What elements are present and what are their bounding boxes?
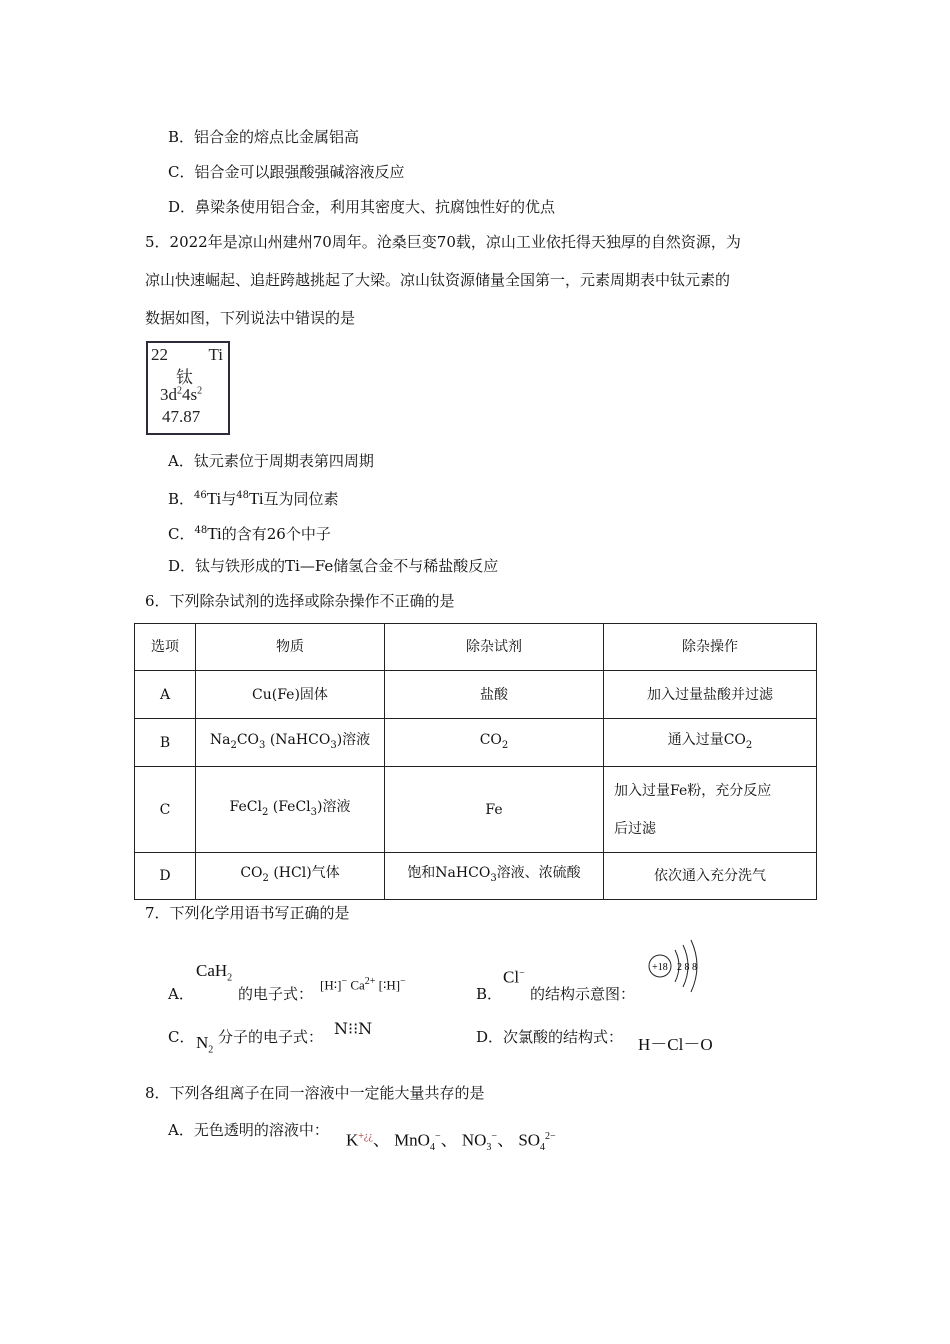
cell-option: D <box>135 853 196 900</box>
q8-option-a-text: A．无色透明的溶液中： <box>168 1121 329 1139</box>
header-option: 选项 <box>135 624 196 671</box>
cell-substance: $Na_2CO_3$ (NaHCO$_3$)溶液 <box>196 719 385 767</box>
q7-c-formula: $N_2$ <box>196 1033 214 1056</box>
cell-option: A <box>135 671 196 719</box>
q7-option-c-label: C． <box>168 1028 195 1046</box>
table-row <box>135 767 817 853</box>
q7-d-structural-formula: H－Cl－O <box>638 1035 713 1054</box>
cell-substance: FeCl$_2$ (FeCl$_3$)溶液 <box>196 767 385 853</box>
q7-a-text: 的电子式： <box>238 985 314 1003</box>
q5-option-d: D．钛与铁形成的Ti—Fe储氢合金不与稀盐酸反应 <box>168 557 499 575</box>
cell-reagent: $CO_2$ <box>385 719 604 767</box>
element-name: 钛 <box>176 368 193 387</box>
electron-shells: 2 8 8 <box>677 962 697 973</box>
cell-substance: Cu(Fe)固体 <box>196 671 385 719</box>
cell-reagent: Fe <box>385 767 604 853</box>
q5-stem-line2: 凉山快速崛起、追赶跨越挑起了大梁。凉山钛资源储量全国第一，元素周期表中钛元素的 <box>145 271 731 289</box>
q5-option-a: A．钛元素位于周期表第四周期 <box>168 452 374 470</box>
titanium-element-card <box>146 341 230 435</box>
cell-operation: 加入过量盐酸并过滤 <box>604 671 817 719</box>
cell-option: C <box>135 767 196 853</box>
header-operation: 除杂操作 <box>604 624 817 671</box>
q7-option-b-label: B． <box>476 985 503 1003</box>
table-header-row <box>135 624 817 671</box>
q4-option-c: C．铝合金可以跟强酸强碱溶液反应 <box>168 163 405 181</box>
q4-option-d: D．鼻梁条使用铝合金，利用其密度大、抗腐蚀性好的优点 <box>168 198 556 216</box>
cell-substance: $CO_2$ (HCl)气体 <box>196 853 385 900</box>
q7-a-electron-dot: [H∶]− $Ca^{2+}$ [∶H]− <box>320 976 406 993</box>
q7-stem: 7．下列化学用语书写正确的是 <box>145 904 350 922</box>
cell-operation: 通入过量$CO_2$ <box>604 719 817 767</box>
q8-stem: 8．下列各组离子在同一溶液中一定能大量共存的是 <box>145 1084 485 1102</box>
atomic-number: 22 <box>151 345 168 364</box>
q7-option-a-label: A． <box>168 985 194 1003</box>
table-row <box>135 853 817 900</box>
q6-stem: 6．下列除杂试剂的选择或除杂操作不正确的是 <box>145 592 455 610</box>
cell-operation: 依次通入充分洗气 <box>604 853 817 900</box>
q7-a-formula: CaH$_2$ <box>196 961 233 984</box>
cell-operation-line2: 后过滤 <box>614 820 656 837</box>
cell-reagent: 盐酸 <box>385 671 604 719</box>
q5-stem-line1: 5．2022年是凉山州建州70周年。沧桑巨变70载，凉山工业依托得天独厚的自然资源，为 <box>145 233 741 251</box>
q8-option-a-ions: K+¿¿、 MnO$_4$−、 $NO_3^-$、 $SO_4^{2-}$ <box>346 1130 556 1154</box>
cell-reagent: 饱和NaHCO$_3$溶液、浓硫酸 <box>385 853 604 900</box>
table-row <box>135 671 817 719</box>
chlorine-ion-structure-diagram <box>645 936 709 1000</box>
q7-b-text: 的结构示意图： <box>530 985 636 1003</box>
element-symbol: Ti <box>208 345 223 364</box>
table-row <box>135 719 817 767</box>
cell-operation <box>604 767 817 853</box>
q7-option-d: D．次氯酸的结构式： <box>476 1028 624 1046</box>
cell-option: B <box>135 719 196 767</box>
header-substance: 物质 <box>196 624 385 671</box>
q7-b-ion: Cl− <box>503 967 525 987</box>
purification-table <box>134 623 817 900</box>
atomic-mass: 47.87 <box>162 407 201 426</box>
q7-c-electron-dot: N⁝⁝N <box>334 1019 373 1038</box>
q5-option-b: B．$^{46}$Ti与$^{48}$Ti互为同位素 <box>168 489 339 508</box>
electron-config: $3d^24s^2$ <box>160 385 203 404</box>
q7-c-text: 分子的电子式： <box>218 1028 324 1046</box>
cell-operation-line1: 加入过量Fe粉，充分反应 <box>614 782 772 799</box>
header-reagent: 除杂试剂 <box>385 624 604 671</box>
q4-option-b: B．铝合金的熔点比金属铝高 <box>168 128 360 146</box>
q5-option-c: C．$^{48}$Ti的含有26个中子 <box>168 524 331 543</box>
q5-stem-line3: 数据如图，下列说法中错误的是 <box>145 309 356 327</box>
nucleus-charge: +18 <box>652 962 668 973</box>
